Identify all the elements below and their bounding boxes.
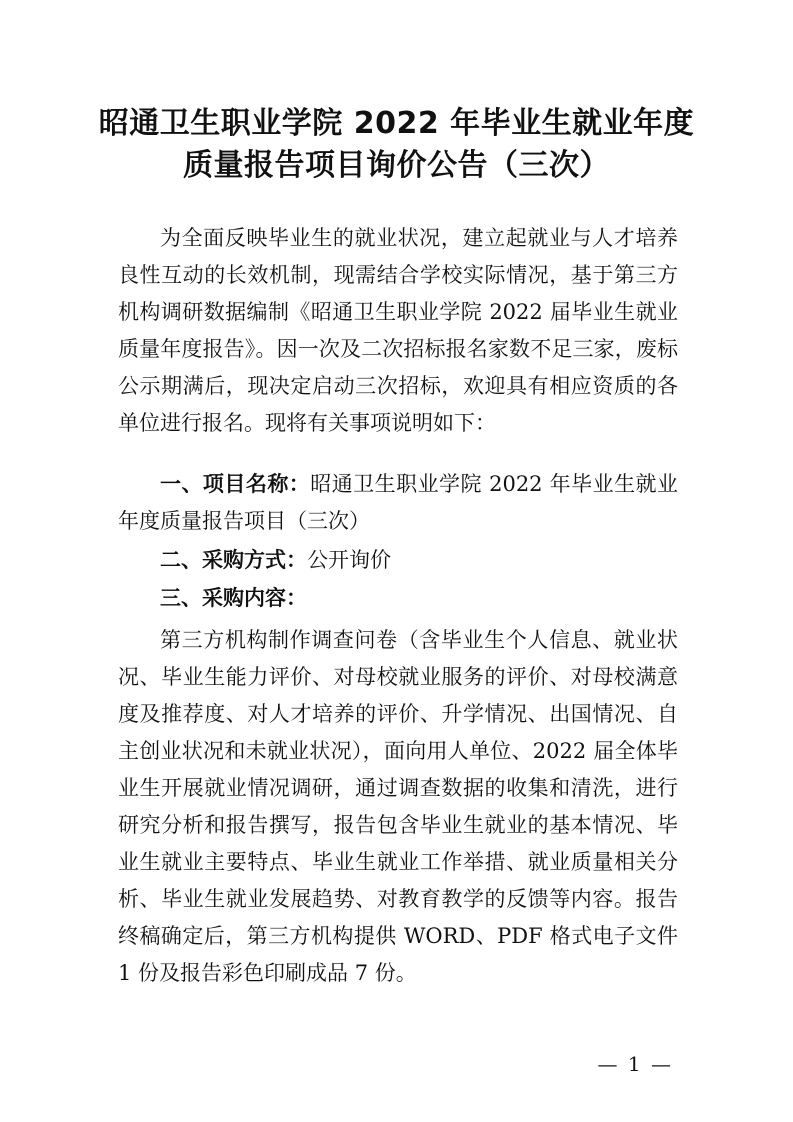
document-title-line-2: 质量报告项目询价公告（三次） <box>183 148 610 183</box>
page-number: — 1 — <box>597 1052 673 1076</box>
section-procurement-content <box>118 580 678 617</box>
section-1-text: 昭通卫生职业学院 2022 年毕业生就业年度质量报告项目（三次） <box>118 472 678 533</box>
document-title-line-1: 昭通卫生职业学院 2022 年毕业生就业年度 <box>98 106 695 141</box>
section-1-heading: 一、项目名称： <box>160 472 311 496</box>
section-3-paragraph: 第三方机构制作调查问卷（含毕业生个人信息、就业状况、毕业生能力评价、对母校就业服务的评价、对母校满意度及推荐度、对人才培养的评价、升学情况、出国情况、自主创业状况和未就业状况），面向用人单位、2022 届全体毕业生开展就业情况调研，通过调查数据的收集和清洗，进行研究分析和报告撰写，报告包含毕业生就业的基本情况、毕业生就业主要特点、毕业生就业工作举措、就业质量相关分析、毕业生就业发展趋势、对教育教学的反馈等内容。报告终稿确定后，第三方机构提供 WORD、PDF 格式电子文件 1 份及报告彩色印刷成品 7 份。 <box>118 628 678 985</box>
section-3-heading: 三、采购内容： <box>160 586 307 610</box>
section-2-text: 公开询价 <box>307 548 391 572</box>
intro-paragraph: 为全面反映毕业生的就业状况，建立起就业与人才培养良性互动的长效机制，现需结合学校实际情况，基于第三方机构调研数据编制《昭通卫生职业学院 2022 届毕业生就业质量年度报告》。因一次及二次招标报名家数不足三家，废标公示期满后，现决定启动三次招标，欢迎具有相应资质的各单位进行报名。现将有关事项说明如下： <box>118 226 678 435</box>
section-procurement-method <box>118 542 678 579</box>
section-project-name <box>118 466 678 540</box>
section-2-heading: 二、采购方式： <box>160 548 307 572</box>
